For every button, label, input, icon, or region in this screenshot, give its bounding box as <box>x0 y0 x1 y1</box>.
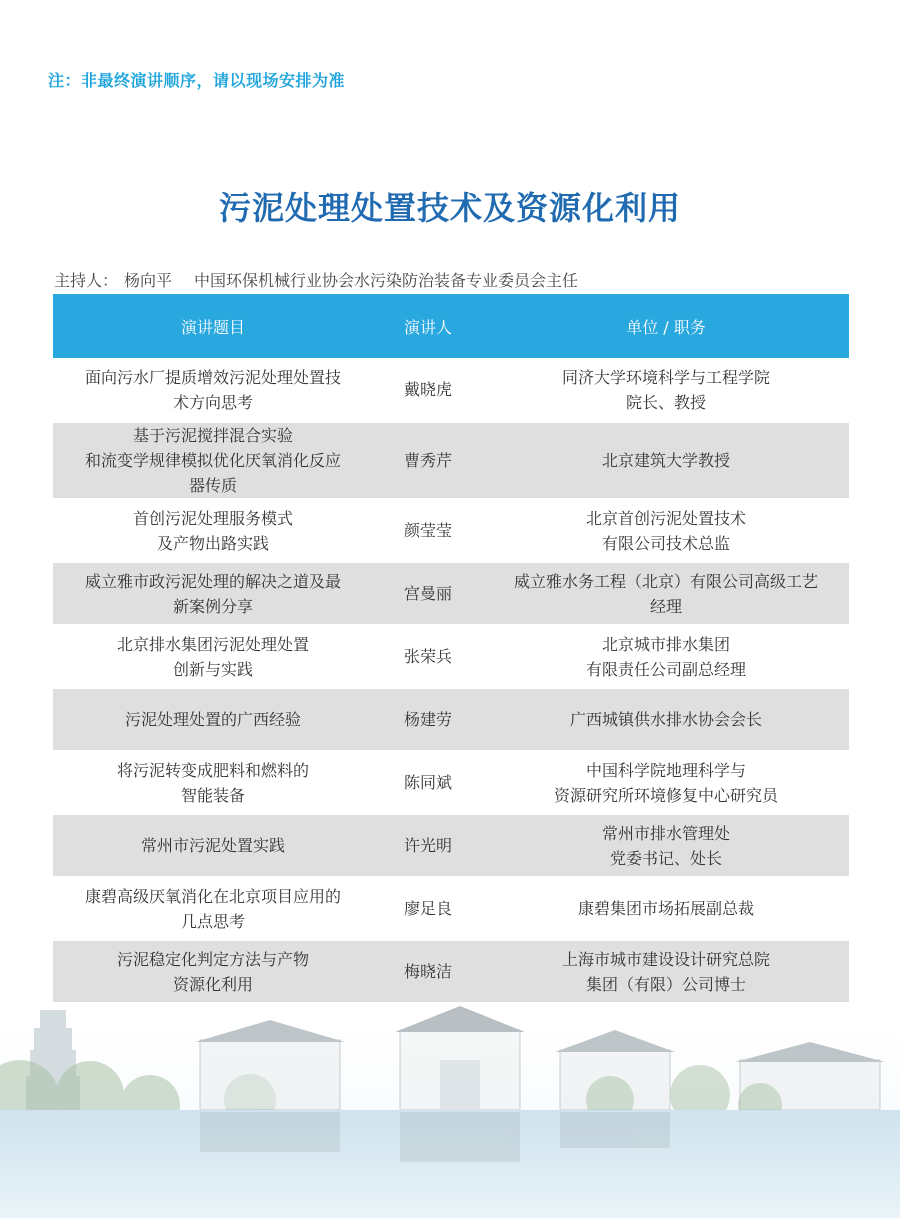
topic-cell-line: 首创污泥处理服务模式 <box>132 508 293 528</box>
org-cell <box>483 358 849 422</box>
table-row <box>53 358 849 422</box>
topic-cell <box>53 499 373 562</box>
topic-cell-line: 几点思考 <box>180 911 245 931</box>
topic-cell-line: 北京排水集团污泥处理处置 <box>116 634 309 654</box>
topic-cell <box>53 688 373 751</box>
host-line <box>54 268 578 291</box>
org-cell <box>483 751 849 814</box>
org-cell-line: 同济大学环境科学与工程学院 <box>561 367 770 387</box>
topic-cell-line: 术方向思考 <box>172 392 253 412</box>
speaker-cell: 宫曼丽 <box>373 562 483 625</box>
org-cell-line: 广西城镇供水排水协会会长 <box>569 710 762 729</box>
schedule-table <box>53 294 849 1004</box>
topic-cell-line: 新案例分享 <box>172 596 253 616</box>
table-row <box>53 751 849 814</box>
org-cell-line: 上海市城市建设设计研究总院 <box>561 949 770 969</box>
org-cell <box>483 422 849 499</box>
session-title: 污泥处理处置技术及资源化利用 <box>218 189 681 227</box>
speaker-cell: 曹秀芹 <box>373 422 483 499</box>
speaker-cell: 颜莹莹 <box>373 499 483 562</box>
topic-cell-line: 污泥稳定化判定方法与产物 <box>116 949 309 969</box>
host-org: 中国环保机械行业协会水污染防治装备专业委员会主任 <box>194 271 579 290</box>
org-cell <box>483 562 849 625</box>
host-label: 主持人： <box>54 271 119 290</box>
org-cell-line: 北京城市排水集团 <box>601 634 730 654</box>
order-note: 注：非最终演讲顺序，请以现场安排为准 <box>48 71 346 90</box>
table-row <box>53 625 849 688</box>
table-row <box>53 422 849 499</box>
table-row <box>53 562 849 625</box>
org-cell <box>483 814 849 877</box>
header-org: 单位 / 职务 <box>483 294 849 358</box>
topic-cell <box>53 814 373 877</box>
topic-cell <box>53 751 373 814</box>
topic-cell-line: 和流变学规律模拟优化厌氧消化反应 <box>84 451 341 470</box>
org-cell-line: 中国科学院地理科学与 <box>585 760 746 780</box>
org-cell-line: 院长、教授 <box>625 392 706 412</box>
table-header-row <box>53 294 849 358</box>
table-row <box>53 940 849 1003</box>
topic-cell-line: 器传质 <box>188 476 237 495</box>
org-cell <box>483 877 849 940</box>
topic-cell <box>53 562 373 625</box>
org-cell-line: 经理 <box>649 596 682 616</box>
host-name: 杨向平 <box>124 271 173 290</box>
background-scenery <box>0 1000 900 1218</box>
header-topic: 演讲题目 <box>53 294 373 358</box>
speaker-cell: 许光明 <box>373 814 483 877</box>
topic-cell-line: 面向污水厂提质增效污泥处理处置技 <box>84 367 341 387</box>
org-cell <box>483 688 849 751</box>
topic-cell-line: 基于污泥搅拌混合实验 <box>132 426 293 445</box>
org-cell-line: 资源研究所环境修复中心研究员 <box>553 785 778 805</box>
topic-cell-line: 威立雅市政污泥处理的解决之道及最 <box>84 571 341 591</box>
topic-cell-line: 智能装备 <box>180 785 245 805</box>
speaker-cell: 梅晓洁 <box>373 940 483 1003</box>
topic-cell-line: 创新与实践 <box>172 659 253 679</box>
topic-cell-line: 及产物出路实践 <box>156 533 269 553</box>
table-row <box>53 814 849 877</box>
speaker-cell: 廖足良 <box>373 877 483 940</box>
topic-cell <box>53 422 373 499</box>
topic-cell <box>53 877 373 940</box>
org-cell <box>483 499 849 562</box>
speaker-cell: 张荣兵 <box>373 625 483 688</box>
topic-cell-line: 常州市污泥处置实践 <box>140 836 285 855</box>
org-cell-line: 党委书记、处长 <box>609 848 722 868</box>
speaker-cell: 陈同斌 <box>373 751 483 814</box>
topic-cell-line: 将污泥转变成肥料和燃料的 <box>116 760 309 780</box>
org-cell-line: 威立雅水务工程（北京）有限公司高级工艺 <box>513 571 818 591</box>
org-cell-line: 常州市排水管理处 <box>601 823 730 843</box>
table-row <box>53 499 849 562</box>
topic-cell <box>53 940 373 1003</box>
org-cell-line: 有限责任公司副总经理 <box>585 659 746 679</box>
topic-cell-line: 资源化利用 <box>172 974 253 994</box>
topic-cell-line: 康碧高级厌氧消化在北京项目应用的 <box>84 886 341 906</box>
speaker-cell: 杨建劳 <box>373 688 483 751</box>
org-cell-line: 康碧集团市场拓展副总裁 <box>577 899 754 918</box>
topic-cell <box>53 358 373 422</box>
org-cell <box>483 625 849 688</box>
speaker-cell: 戴晓虎 <box>373 358 483 422</box>
topic-cell <box>53 625 373 688</box>
org-cell-line: 有限公司技术总监 <box>601 533 730 553</box>
table-row <box>53 688 849 751</box>
org-cell-line: 北京建筑大学教授 <box>601 451 730 470</box>
org-cell <box>483 940 849 1003</box>
org-cell-line: 集团（有限）公司博士 <box>585 974 746 994</box>
org-cell-line: 北京首创污泥处置技术 <box>585 508 746 528</box>
topic-cell-line: 污泥处理处置的广西经验 <box>124 710 301 729</box>
header-speaker: 演讲人 <box>373 294 483 358</box>
table-row <box>53 877 849 940</box>
